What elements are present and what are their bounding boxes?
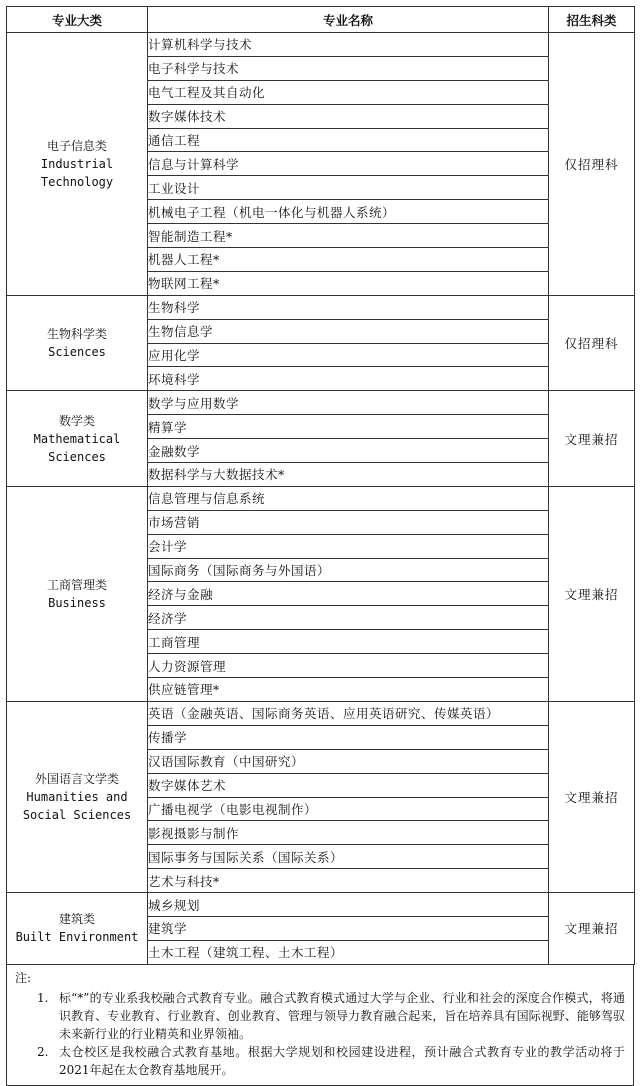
major-name: 艺术与科技* — [148, 869, 549, 893]
major-name: 广播电视学（电影电视制作） — [148, 797, 549, 821]
major-name: 供应链管理* — [148, 678, 549, 702]
major-name: 城乡规划 — [148, 893, 549, 917]
table-row — [7, 33, 635, 57]
category-name-cn: 电子信息类 — [46, 138, 107, 153]
major-name: 信息管理与信息系统 — [148, 486, 549, 510]
majors-table-body — [7, 33, 635, 965]
major-name: 数学与应用数学 — [148, 391, 549, 415]
table-row — [7, 486, 635, 510]
category-cell — [7, 486, 148, 701]
subject-type-cell: 文理兼招 — [549, 893, 635, 965]
major-name: 计算机科学与技术 — [148, 33, 549, 57]
category-cell — [7, 33, 148, 296]
major-name: 经济学 — [148, 606, 549, 630]
category-name-en: Mathematical — [33, 431, 121, 446]
category-name-cn: 建筑类 — [58, 912, 95, 927]
category-name-en: Technology — [40, 174, 114, 189]
major-name: 信息与计算科学 — [148, 152, 549, 176]
note-item — [37, 1043, 625, 1079]
major-name: 应用化学 — [148, 343, 549, 367]
category-name-cn: 工商管理类 — [46, 577, 107, 592]
category-name-en: Sciences — [48, 449, 106, 464]
category-name-en: Humanities and — [26, 790, 128, 804]
note-text: 标“*”的专业系我校融合式教育专业。融合式教育模式通过大学与企业、行业和社会的深度合作模式，将通识教育、专业教育、行业教育、创业教育、管理与领导力教育融合起来，旨在培养具有国际视野、能够驾驭未来新行业的行业精英和业界领袖。 — [59, 990, 625, 1041]
header-category: 专业大类 — [7, 7, 148, 33]
notes-section — [6, 965, 634, 1086]
major-name: 精算学 — [148, 415, 549, 439]
major-name: 电子科学与技术 — [148, 56, 549, 80]
major-name: 机器人工程* — [148, 248, 549, 272]
category-name-en: Social Sciences — [22, 808, 132, 822]
major-name: 国际事务与国际关系（国际关系） — [148, 845, 549, 869]
subject-type-cell: 仅招理科 — [549, 295, 635, 391]
major-name: 人力资源管理 — [148, 654, 549, 678]
major-name: 智能制造工程* — [148, 224, 549, 248]
category-cell — [7, 391, 148, 487]
category-name-cn: 外国语言文学类 — [34, 772, 119, 786]
major-name: 工业设计 — [148, 176, 549, 200]
document — [6, 6, 634, 1086]
major-name: 数字媒体艺术 — [148, 773, 549, 797]
majors-table — [6, 6, 635, 965]
major-name: 汉语国际教育（中国研究） — [148, 749, 549, 773]
subject-type-cell: 文理兼招 — [549, 391, 635, 487]
major-name: 会计学 — [148, 534, 549, 558]
major-name: 数字媒体技术 — [148, 104, 549, 128]
major-name: 物联网工程* — [148, 271, 549, 295]
major-name: 电气工程及其自动化 — [148, 80, 549, 104]
note-item — [37, 989, 625, 1043]
major-name: 影视摄影与制作 — [148, 821, 549, 845]
note-number: 2. — [37, 1044, 49, 1059]
category-name-cn: 生物科学类 — [46, 327, 107, 342]
subject-type-cell: 文理兼招 — [549, 486, 635, 701]
major-name: 通信工程 — [148, 128, 549, 152]
note-text: 太仓校区是我校融合式教育基地。根据大学规划和校园建设进程，预计融合式教育专业的教学活动将于2021年起在太仓教育基地展开。 — [59, 1044, 625, 1077]
header-major: 专业名称 — [148, 7, 549, 33]
subject-type-cell: 文理兼招 — [549, 701, 635, 892]
category-name-en: Sciences — [48, 345, 106, 360]
major-name: 建筑学 — [148, 916, 549, 940]
major-name: 生物科学 — [148, 295, 549, 319]
category-cell — [7, 701, 148, 892]
table-header-row — [7, 7, 635, 33]
major-name: 数据科学与大数据技术* — [148, 463, 549, 487]
major-name: 国际商务（国际商务与外国语） — [148, 558, 549, 582]
category-cell — [7, 893, 148, 965]
table-row — [7, 295, 635, 319]
category-cell — [7, 295, 148, 391]
category-name-en: Business — [48, 595, 106, 610]
major-name: 英语（金融英语、国际商务英语、应用英语研究、传媒英语） — [148, 701, 549, 725]
notes-title: 注: — [15, 970, 32, 985]
category-name-en: Built Environment — [15, 930, 139, 945]
major-name: 金融数学 — [148, 439, 549, 463]
major-name: 环境科学 — [148, 367, 549, 391]
major-name: 生物信息学 — [148, 319, 549, 343]
note-number: 1. — [37, 990, 49, 1005]
major-name: 机械电子工程（机电一体化与机器人系统） — [148, 200, 549, 224]
header-subject: 招生科类 — [549, 7, 635, 33]
category-name-cn: 数学类 — [58, 413, 95, 428]
major-name: 经济与金融 — [148, 582, 549, 606]
major-name: 传播学 — [148, 725, 549, 749]
table-row — [7, 701, 635, 725]
subject-type-cell: 仅招理科 — [549, 33, 635, 296]
table-row — [7, 893, 635, 917]
category-name-en: Industrial — [40, 156, 114, 171]
major-name: 土木工程（建筑工程、土木工程） — [148, 940, 549, 964]
table-row — [7, 391, 635, 415]
major-name: 工商管理 — [148, 630, 549, 654]
major-name: 市场营销 — [148, 510, 549, 534]
